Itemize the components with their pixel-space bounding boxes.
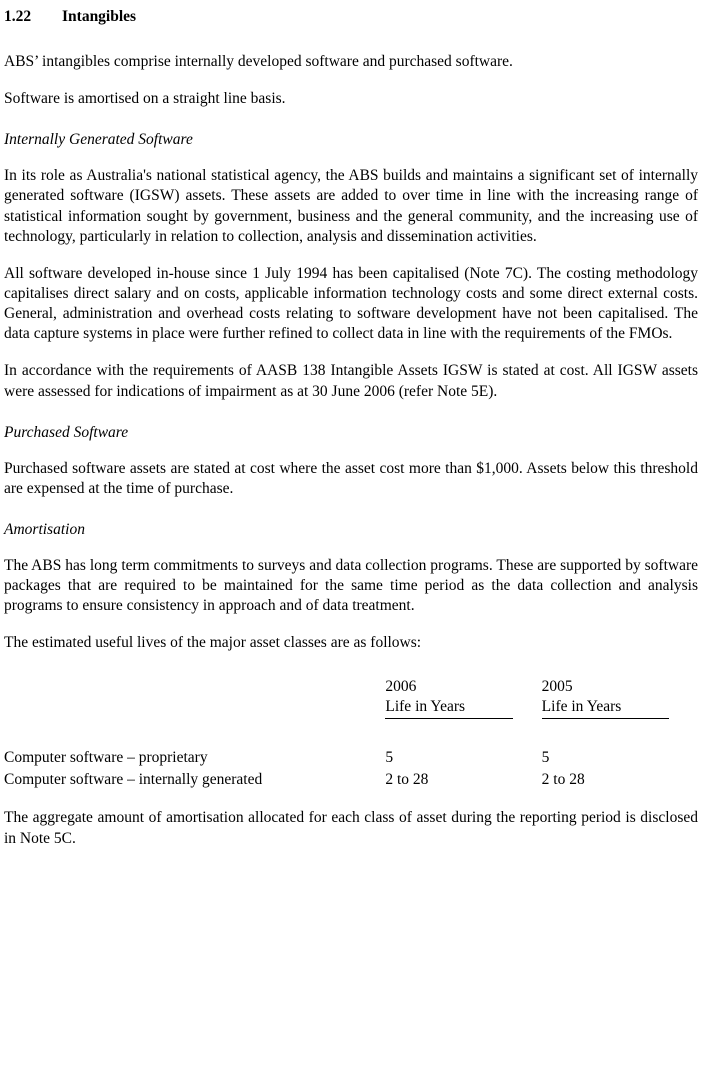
section-heading: [4, 8, 698, 26]
table-cell-2006: 2 to 28: [385, 771, 429, 788]
paragraph-closing: The aggregate amount of amortisation allocated for each class of asset during the reporting period is disclosed in Note 5C.: [4, 809, 698, 847]
paragraph-intro-1: ABS’ intangibles comprise internally developed software and purchased software.: [4, 53, 513, 70]
table-header-blank: [4, 678, 385, 698]
table-header-life-2005-label: Life in Years: [542, 698, 670, 719]
section-number: 1.22: [4, 8, 32, 25]
table-cell-2005: 2 to 28: [541, 771, 585, 788]
paragraph-intro-2: Software is amortised on a straight line basis.: [4, 90, 286, 108]
table-header-life-2005: [542, 698, 698, 725]
paragraph-igsw-1: In its role as Australia's national statistical agency, the ABS builds and maintains a significant set of internally generated software (IGSW) assets. These assets are added to over time in line with the increasing range of statistical information sought by government, business and the general community, and the increasing use of technology, particularly in relation to collection, analysis and dissemination activities.: [4, 167, 698, 245]
table-cell-2006: 5: [385, 748, 394, 766]
paragraph-purchased-1: Purchased software assets are stated at cost where the asset cost more than $1,000. Assets below this threshold are expensed at the time of purchase.: [4, 459, 698, 497]
subheading-purchased-software: Purchased Software: [4, 423, 129, 441]
table-header-life-2006-label: Life in Years: [385, 698, 513, 719]
table-header-blank-2: [4, 698, 385, 725]
table-cell-label: Computer software – internally generated: [4, 771, 263, 788]
paragraph-igsw-3: In accordance with the requirements of AASB 138 Intangible Assets IGSW is stated at cost. All IGSW assets were assessed for indications of impairment as at 30 June 2006 (refer Note 5E).: [4, 362, 698, 400]
table-header-2005: 2005: [541, 677, 573, 695]
subheading-internally-generated-software: Internally Generated Software: [4, 131, 193, 149]
table-header-row-life: [4, 698, 698, 725]
table-row: [4, 769, 698, 791]
table-header-life-2006: [385, 698, 541, 725]
paragraph-amortisation-2: The estimated useful lives of the major asset classes are as follows:: [4, 634, 422, 652]
useful-lives-table-wrapper: [4, 678, 698, 792]
table-cell-label: Computer software – proprietary: [4, 748, 208, 766]
paragraph-amortisation-1: The ABS has long term commitments to surveys and data collection programs. These are supported by software packages that are required to be maintained for the same time period as the data collection and analysis programs to ensure consistency in approach and of data treatment.: [4, 556, 698, 615]
table-header-row-year: [4, 678, 698, 698]
useful-lives-table: [4, 678, 698, 792]
table-header-2006: 2006: [385, 677, 417, 695]
table-row: [4, 725, 698, 769]
subheading-amortisation: Amortisation: [4, 520, 85, 538]
page-title: Intangibles: [62, 8, 137, 25]
table-cell-2005: 5: [541, 748, 550, 766]
paragraph-igsw-2: All software developed in-house since 1 July 1994 has been capitalised (Note 7C). The costing methodology capitalises direct salary and on costs, applicable information technology costs and some direct external costs. General, administration and overhead costs relating to software development have not been capitalised. The data capture systems in place were further refined to collect data in line with the requirements of the FMOs.: [4, 264, 698, 343]
